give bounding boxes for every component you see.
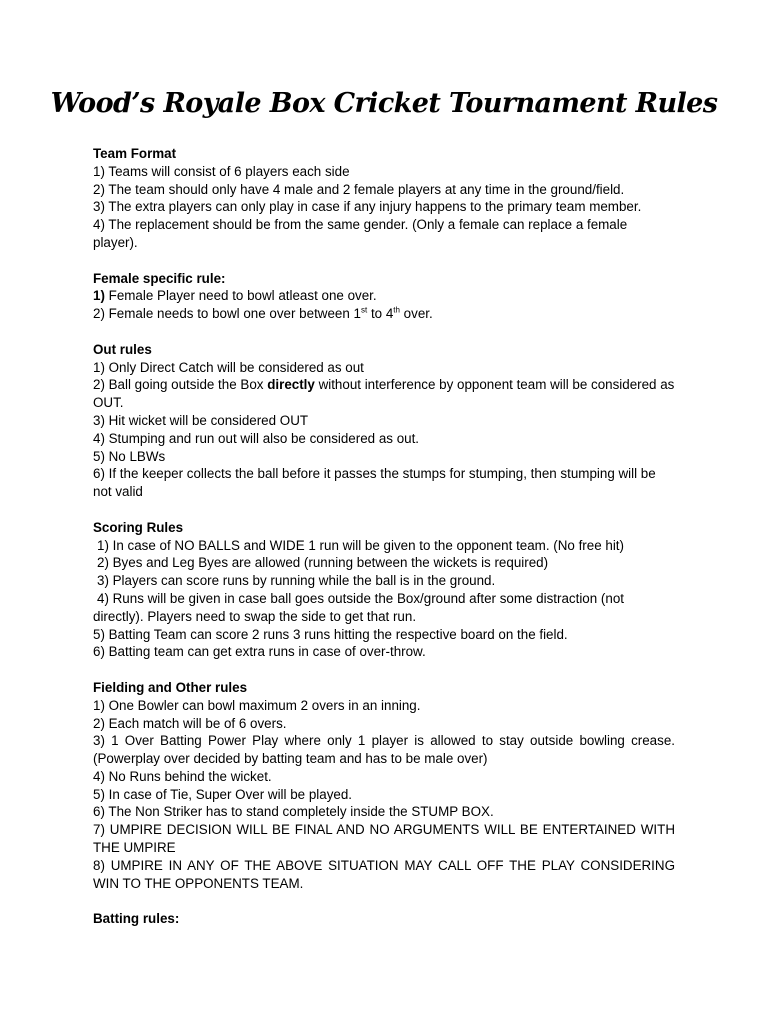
batting-rules-heading: Batting rules: (93, 911, 180, 927)
team-format-section (93, 145, 675, 252)
out-rule-item: 4) Stumping and run out will also be considered as out. (93, 430, 420, 446)
ordinal-superscript: th (393, 305, 400, 315)
out-rule-emphasis: directly (267, 377, 315, 393)
scoring-rule-item: 2) Byes and Leg Byes are allowed (running between the wickets is required) (97, 555, 549, 571)
scoring-rules-heading: Scoring Rules (93, 519, 184, 535)
team-format-item: 3) The extra players can only play in case if any injury happens to the primary team member. (93, 199, 642, 215)
out-rules-section (93, 341, 675, 501)
team-format-item: 4) The replacement should be from the same gender. (Only a female can replace a female player). (93, 217, 628, 250)
team-format-item: 2) The team should only have 4 male and 2 female players at any time in the ground/field. (93, 181, 625, 197)
female-rule-heading: Female specific rule: (93, 270, 226, 286)
document-title: Wood’s Royale Box Cricket Tournament Rules (50, 88, 718, 119)
team-format-heading: Team Format (93, 146, 177, 161)
out-rule-item: 3) Hit wicket will be considered OUT (93, 412, 309, 428)
out-rule-item: 1) Only Direct Catch will be considered as out (93, 359, 364, 375)
scoring-rules-section (93, 519, 675, 661)
out-rule-item: 6) If the keeper collects the ball before it passes the stumps for stumping, then stumping will be not valid (93, 466, 656, 500)
female-rule-section (93, 270, 675, 323)
scoring-rule-item (93, 590, 675, 626)
scoring-rule-item-text: 4) Runs will be given in case ball goes outside the Box/ground after some distraction (not directly). Players need to swap the side to get that run. (93, 590, 624, 624)
team-format-item: 1) Teams will consist of 6 players each side (93, 163, 350, 179)
fielding-rule-item: 8) UMPIRE IN ANY OF THE ABOVE SITUATION MAY CALL OFF THE PLAY CONSIDERING WIN TO THE OPPONENTS TEAM. (93, 857, 675, 891)
document-body (93, 145, 675, 946)
out-rule-item (93, 376, 675, 412)
out-rule-item-text: without interference by opponent team will be considered as OUT. (93, 377, 675, 411)
fielding-rule-item: 1) One Bowler can bowl maximum 2 overs in an inning. (93, 697, 421, 713)
fielding-rule-item: 2) Each match will be of 6 overs. (93, 715, 287, 731)
female-rule-item-text: to 4 (367, 306, 394, 322)
female-rule-item-text: 2) Female needs to bowl one over between 1 (93, 306, 361, 322)
fielding-rule-item: 3) 1 Over Batting Power Play where only 1 player is allowed to stay outside bowling crease.(Powerplay over decided by batting team and has to be male over) (93, 733, 675, 767)
fielding-rule-item: 5) In case of Tie, Super Over will be played. (93, 786, 353, 802)
scoring-rule-item: 3) Players can score runs by running while the ball is in the ground. (97, 573, 496, 589)
out-rules-heading: Out rules (93, 341, 152, 357)
female-rule-item-text: Female Player need to bowl atleast one over. (104, 288, 377, 304)
female-rule-item-number: 1) (93, 288, 105, 304)
female-rule-item-text: over. (399, 306, 433, 322)
female-rule-item (93, 305, 675, 323)
out-rule-item: 5) No LBWs (93, 448, 166, 464)
fielding-rule-item: 7) UMPIRE DECISION WILL BE FINAL AND NO ARGUMENTS WILL BE ENTERTAINED WITH THE UMPIRE (93, 822, 675, 856)
female-rule-item (93, 287, 675, 305)
fielding-rule-item: 6) The Non Striker has to stand completely inside the STUMP BOX. (93, 804, 494, 820)
ordinal-superscript: st (360, 305, 368, 315)
fielding-rules-section (93, 679, 675, 893)
batting-rules-section (93, 910, 675, 928)
out-rule-item-text: 2) Ball going outside the Box (93, 377, 268, 393)
fielding-rules-heading: Fielding and Other rules (93, 679, 248, 695)
fielding-rule-item: 4) No Runs behind the wicket. (93, 768, 272, 784)
scoring-rule-item: 1) In case of NO BALLS and WIDE 1 run will be given to the opponent team. (No free hit) (97, 537, 624, 553)
scoring-rule-item: 6) Batting team can get extra runs in case of over-throw. (93, 644, 426, 660)
scoring-rule-item: 5) Batting Team can score 2 runs 3 runs hitting the respective board on the field. (93, 626, 568, 642)
